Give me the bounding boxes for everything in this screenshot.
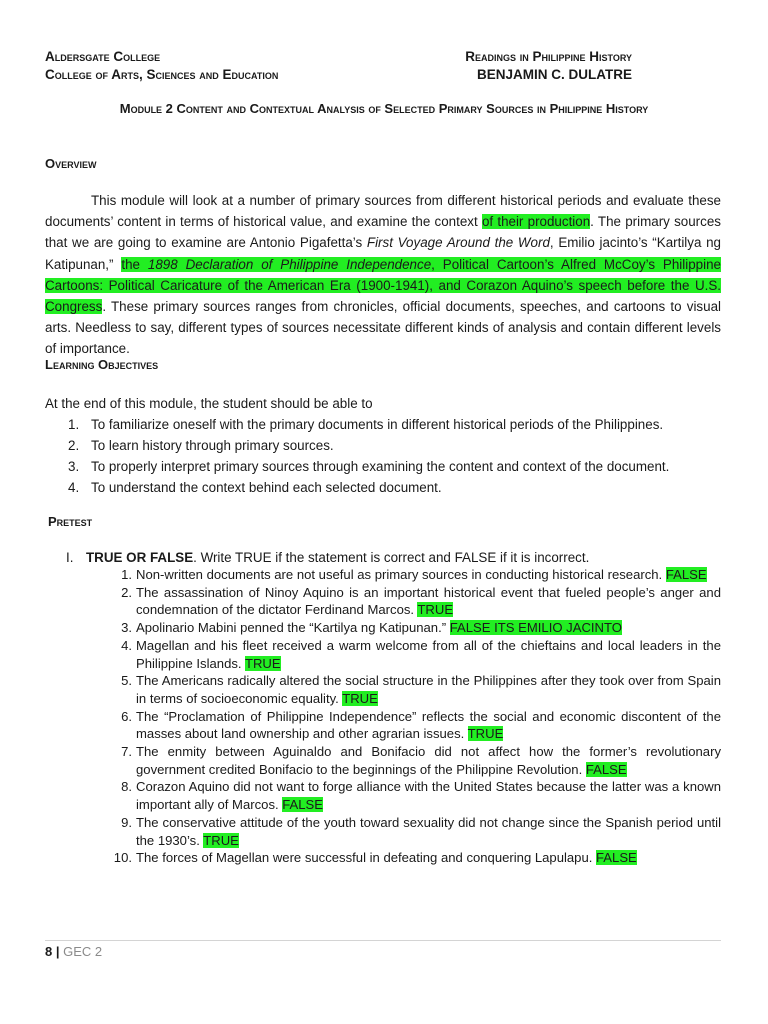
question-text: The forces of Magellan were successful in defeating and conquering Lapulapu. bbox=[136, 850, 597, 866]
objectives-block bbox=[45, 393, 725, 498]
answer-highlight: TRUE bbox=[342, 690, 378, 706]
objective-text: To learn history through primary sources. bbox=[91, 438, 334, 453]
answer-highlight: TRUE bbox=[203, 832, 239, 848]
objectives-list bbox=[45, 414, 725, 498]
question-text: Apolinario Mabini penned the “Kartilya ng Katipunan.” bbox=[136, 620, 450, 636]
question-item bbox=[110, 743, 721, 778]
question-item bbox=[110, 637, 721, 672]
question-item bbox=[110, 619, 721, 637]
pigafetta-title: First Voyage Around the Word bbox=[366, 235, 550, 251]
college-name: Aldersgate College bbox=[45, 49, 161, 64]
overview-paragraph bbox=[45, 190, 721, 360]
answer-highlight: FALSE ITS EMILIO JACINTO bbox=[449, 620, 622, 636]
question-item bbox=[110, 708, 721, 743]
question-item bbox=[110, 584, 721, 619]
question-text: The assassination of Ninoy Aquino is an important historical event that fueled people’s anger and condemnation of the dictator Ferdinand Marcos. bbox=[136, 584, 721, 618]
question-text: The Americans radically altered the social structure in the Philippines after they took over from Spain in terms of socioeconomic equality. bbox=[136, 673, 721, 706]
objective-number: 2. bbox=[68, 438, 80, 453]
module-title: Module 2 Content and Contextual Analysis of Selected Primary Sources in Philippine History bbox=[119, 101, 649, 116]
answer-highlight: FALSE bbox=[282, 797, 324, 813]
objective-text: To understand the context behind each selected document. bbox=[91, 480, 442, 495]
objectives-intro: At the end of this module, the student should be able to bbox=[45, 396, 373, 411]
author-name: BENJAMIN C. DULATRE bbox=[477, 67, 632, 82]
highlight-production: of their production bbox=[481, 214, 591, 230]
overview-text-1: This module will look at a number of primary sources from different historical periods and evaluate these documents’ content in terms of historical value, and examine the context bbox=[45, 193, 721, 230]
question-text: The “Proclamation of Philippine Independence” reflects the social and economic discontent of the masses about land ownership and other agrarian issues. bbox=[136, 708, 721, 742]
page-footer bbox=[45, 944, 102, 959]
question-item bbox=[110, 778, 721, 813]
part-label: TRUE OR FALSE bbox=[86, 550, 194, 565]
highlight-sources-b: , Political Cartoon’s Alfred McCoy’s Philippine Cartoons: Political Caricature of the American Era (1900-1941), and Corazon Aquino’s speech before the U.S. Congress bbox=[45, 256, 721, 315]
answer-highlight: FALSE bbox=[665, 567, 707, 582]
objective-item bbox=[45, 435, 725, 456]
part-numeral: I. bbox=[66, 550, 74, 565]
objective-number: 3. bbox=[68, 459, 80, 474]
question-text: The conservative attitude of the youth toward sexuality did not change since the Spanish period until the 1930’s. bbox=[136, 814, 721, 848]
answer-highlight: FALSE bbox=[596, 850, 637, 866]
question-item bbox=[110, 672, 721, 707]
answer-highlight: TRUE bbox=[417, 602, 454, 618]
pretest-instructions bbox=[66, 549, 726, 566]
question-number: 7. bbox=[121, 744, 132, 760]
answer-highlight: FALSE bbox=[585, 761, 627, 777]
objective-text: To properly interpret primary sources through examining the content and context of the document. bbox=[91, 459, 670, 474]
objective-item bbox=[45, 456, 725, 477]
question-number: 5. bbox=[121, 673, 132, 689]
objective-text: To familiarize oneself with the primary documents in different historical periods of the Philippines. bbox=[91, 417, 664, 432]
question-number: 10. bbox=[113, 850, 132, 866]
header-left bbox=[45, 48, 278, 84]
question-number: 8. bbox=[121, 779, 132, 795]
part-instruction: . Write TRUE if the statement is correct and FALSE if it is incorrect. bbox=[193, 550, 590, 565]
question-number: 9. bbox=[121, 814, 132, 830]
question-text: Non-written documents are not useful as primary sources in conducting historical research. bbox=[136, 567, 666, 582]
footer-divider bbox=[45, 940, 721, 941]
question-item bbox=[110, 849, 721, 867]
question-item bbox=[110, 814, 721, 849]
overview-text-3: , Emilio jacinto’s “Kartilya ng Katipunan,” bbox=[45, 235, 722, 272]
answer-highlight: TRUE bbox=[467, 726, 504, 742]
objective-item bbox=[45, 477, 725, 498]
page-number: 8 | bbox=[45, 944, 60, 959]
overview-heading: Overview bbox=[45, 156, 97, 171]
course-code: GEC 2 bbox=[63, 944, 103, 959]
objective-number: 4. bbox=[68, 480, 80, 495]
highlight-declaration-title: 1898 Declaration of Philippine Independence bbox=[147, 256, 432, 272]
course-name: Readings in Philippine History bbox=[465, 49, 632, 64]
pretest-heading: Pretest bbox=[48, 514, 93, 529]
objective-item bbox=[45, 414, 725, 435]
question-item bbox=[110, 566, 721, 584]
question-text: Magellan and his fleet received a warm welcome from all of the chieftains and local leaders in the Philippine Islands. bbox=[136, 637, 721, 671]
answer-highlight: TRUE bbox=[244, 655, 281, 671]
question-text: The enmity between Aguinaldo and Bonifacio did not affect how the former’s revolutionary government credited Bonifacio to the beginnings of the Philippine Revolution. bbox=[136, 744, 721, 777]
department-name: College of Arts, Sciences and Education bbox=[45, 67, 279, 82]
question-number: 2. bbox=[121, 584, 132, 600]
objective-number: 1. bbox=[68, 417, 80, 432]
highlight-sources-a: the bbox=[121, 256, 148, 272]
overview-text-4: . These primary sources ranges from chronicles, official documents, speeches, and cartoons to visual arts. Needless to say, different types of sources necessitate different kinds of analysis and contain different levels of importance. bbox=[45, 299, 721, 357]
question-number: 3. bbox=[121, 620, 132, 636]
overview-text-2: . The primary sources that we are going to examine are Antonio Pigafetta’s bbox=[45, 214, 721, 251]
question-number: 1. bbox=[121, 567, 132, 582]
question-text: Corazon Aquino did not want to forge alliance with the United States because the latter was a known important ally of Marcos. bbox=[136, 779, 721, 813]
objectives-heading: Learning Objectives bbox=[45, 357, 159, 372]
question-list bbox=[110, 566, 721, 867]
question-number: 4. bbox=[121, 637, 132, 653]
header-right bbox=[465, 48, 632, 84]
question-number: 6. bbox=[121, 708, 132, 724]
